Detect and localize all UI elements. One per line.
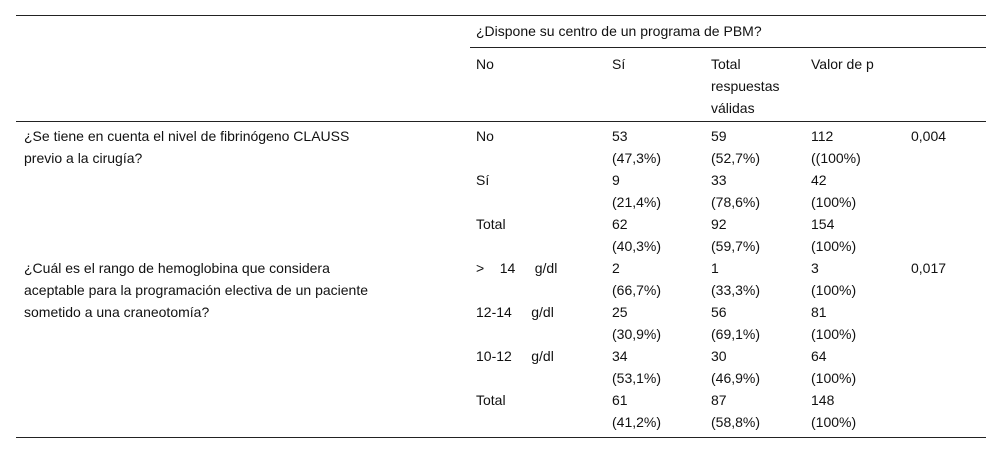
question-hemoglobin: ¿Cuál es el rango de hemoglobina que considera aceptable para la programación electiva de un paciente sometido a una craneotomía?: [24, 260, 369, 320]
row-label: Total: [476, 216, 506, 232]
cell-value: 154 (100%): [811, 216, 857, 254]
group-header: ¿Dispone su centro de un programa de PBM?: [476, 23, 762, 39]
row-label: 10-12 g/dl: [476, 348, 554, 364]
cell-value: 2 (66,7%): [612, 260, 662, 298]
cell-value: 148 (100%): [811, 392, 857, 430]
group-header-rule: [470, 47, 986, 48]
question-fibrinogen: ¿Se tiene en cuenta el nivel de fibrinógeno CLAUSS previo a la cirugía?: [24, 128, 350, 166]
cell-value: 42 (100%): [811, 172, 857, 210]
cell-value: 30 (46,9%): [711, 348, 761, 386]
cell-value: 3 (100%): [811, 260, 857, 298]
cell-value: 64 (100%): [811, 348, 857, 386]
cell-value: 87 (58,8%): [711, 392, 761, 430]
cell-value: 92 (59,7%): [711, 216, 761, 254]
cell-value: 25 (30,9%): [612, 304, 662, 342]
header-bottom-rule: [16, 121, 986, 122]
p-value-hemoglobin: 0,017: [911, 260, 947, 276]
cell-value: 112 ((100%): [811, 128, 861, 166]
cell-value: 61 (41,2%): [612, 392, 662, 430]
cell-value: 81 (100%): [811, 304, 857, 342]
column-header-no: No: [476, 56, 494, 72]
cell-value: 34 (53,1%): [612, 348, 662, 386]
table-bottom-rule: [16, 437, 986, 438]
row-label: > 14 g/dl: [476, 260, 558, 276]
cell-value: 62 (40,3%): [612, 216, 662, 254]
cell-value: 56 (69,1%): [711, 304, 761, 342]
p-value-fibrinogen: 0,004: [911, 128, 947, 144]
cell-value: 9 (21,4%): [612, 172, 662, 210]
cell-value: 53 (47,3%): [612, 128, 662, 166]
row-label: No: [476, 128, 494, 144]
cell-value: 1 (33,3%): [711, 260, 761, 298]
row-label: Sí: [476, 172, 490, 188]
column-header-p-value: Valor de p: [811, 56, 874, 72]
column-header-si: Sí: [612, 56, 626, 72]
cell-value: 59 (52,7%): [711, 128, 761, 166]
table-top-rule: [16, 15, 986, 16]
row-label: 12-14 g/dl: [476, 304, 554, 320]
cell-value: 33 (78,6%): [711, 172, 761, 210]
row-label: Total: [476, 392, 506, 408]
column-header-total: Total respuestas válidas: [711, 56, 780, 116]
